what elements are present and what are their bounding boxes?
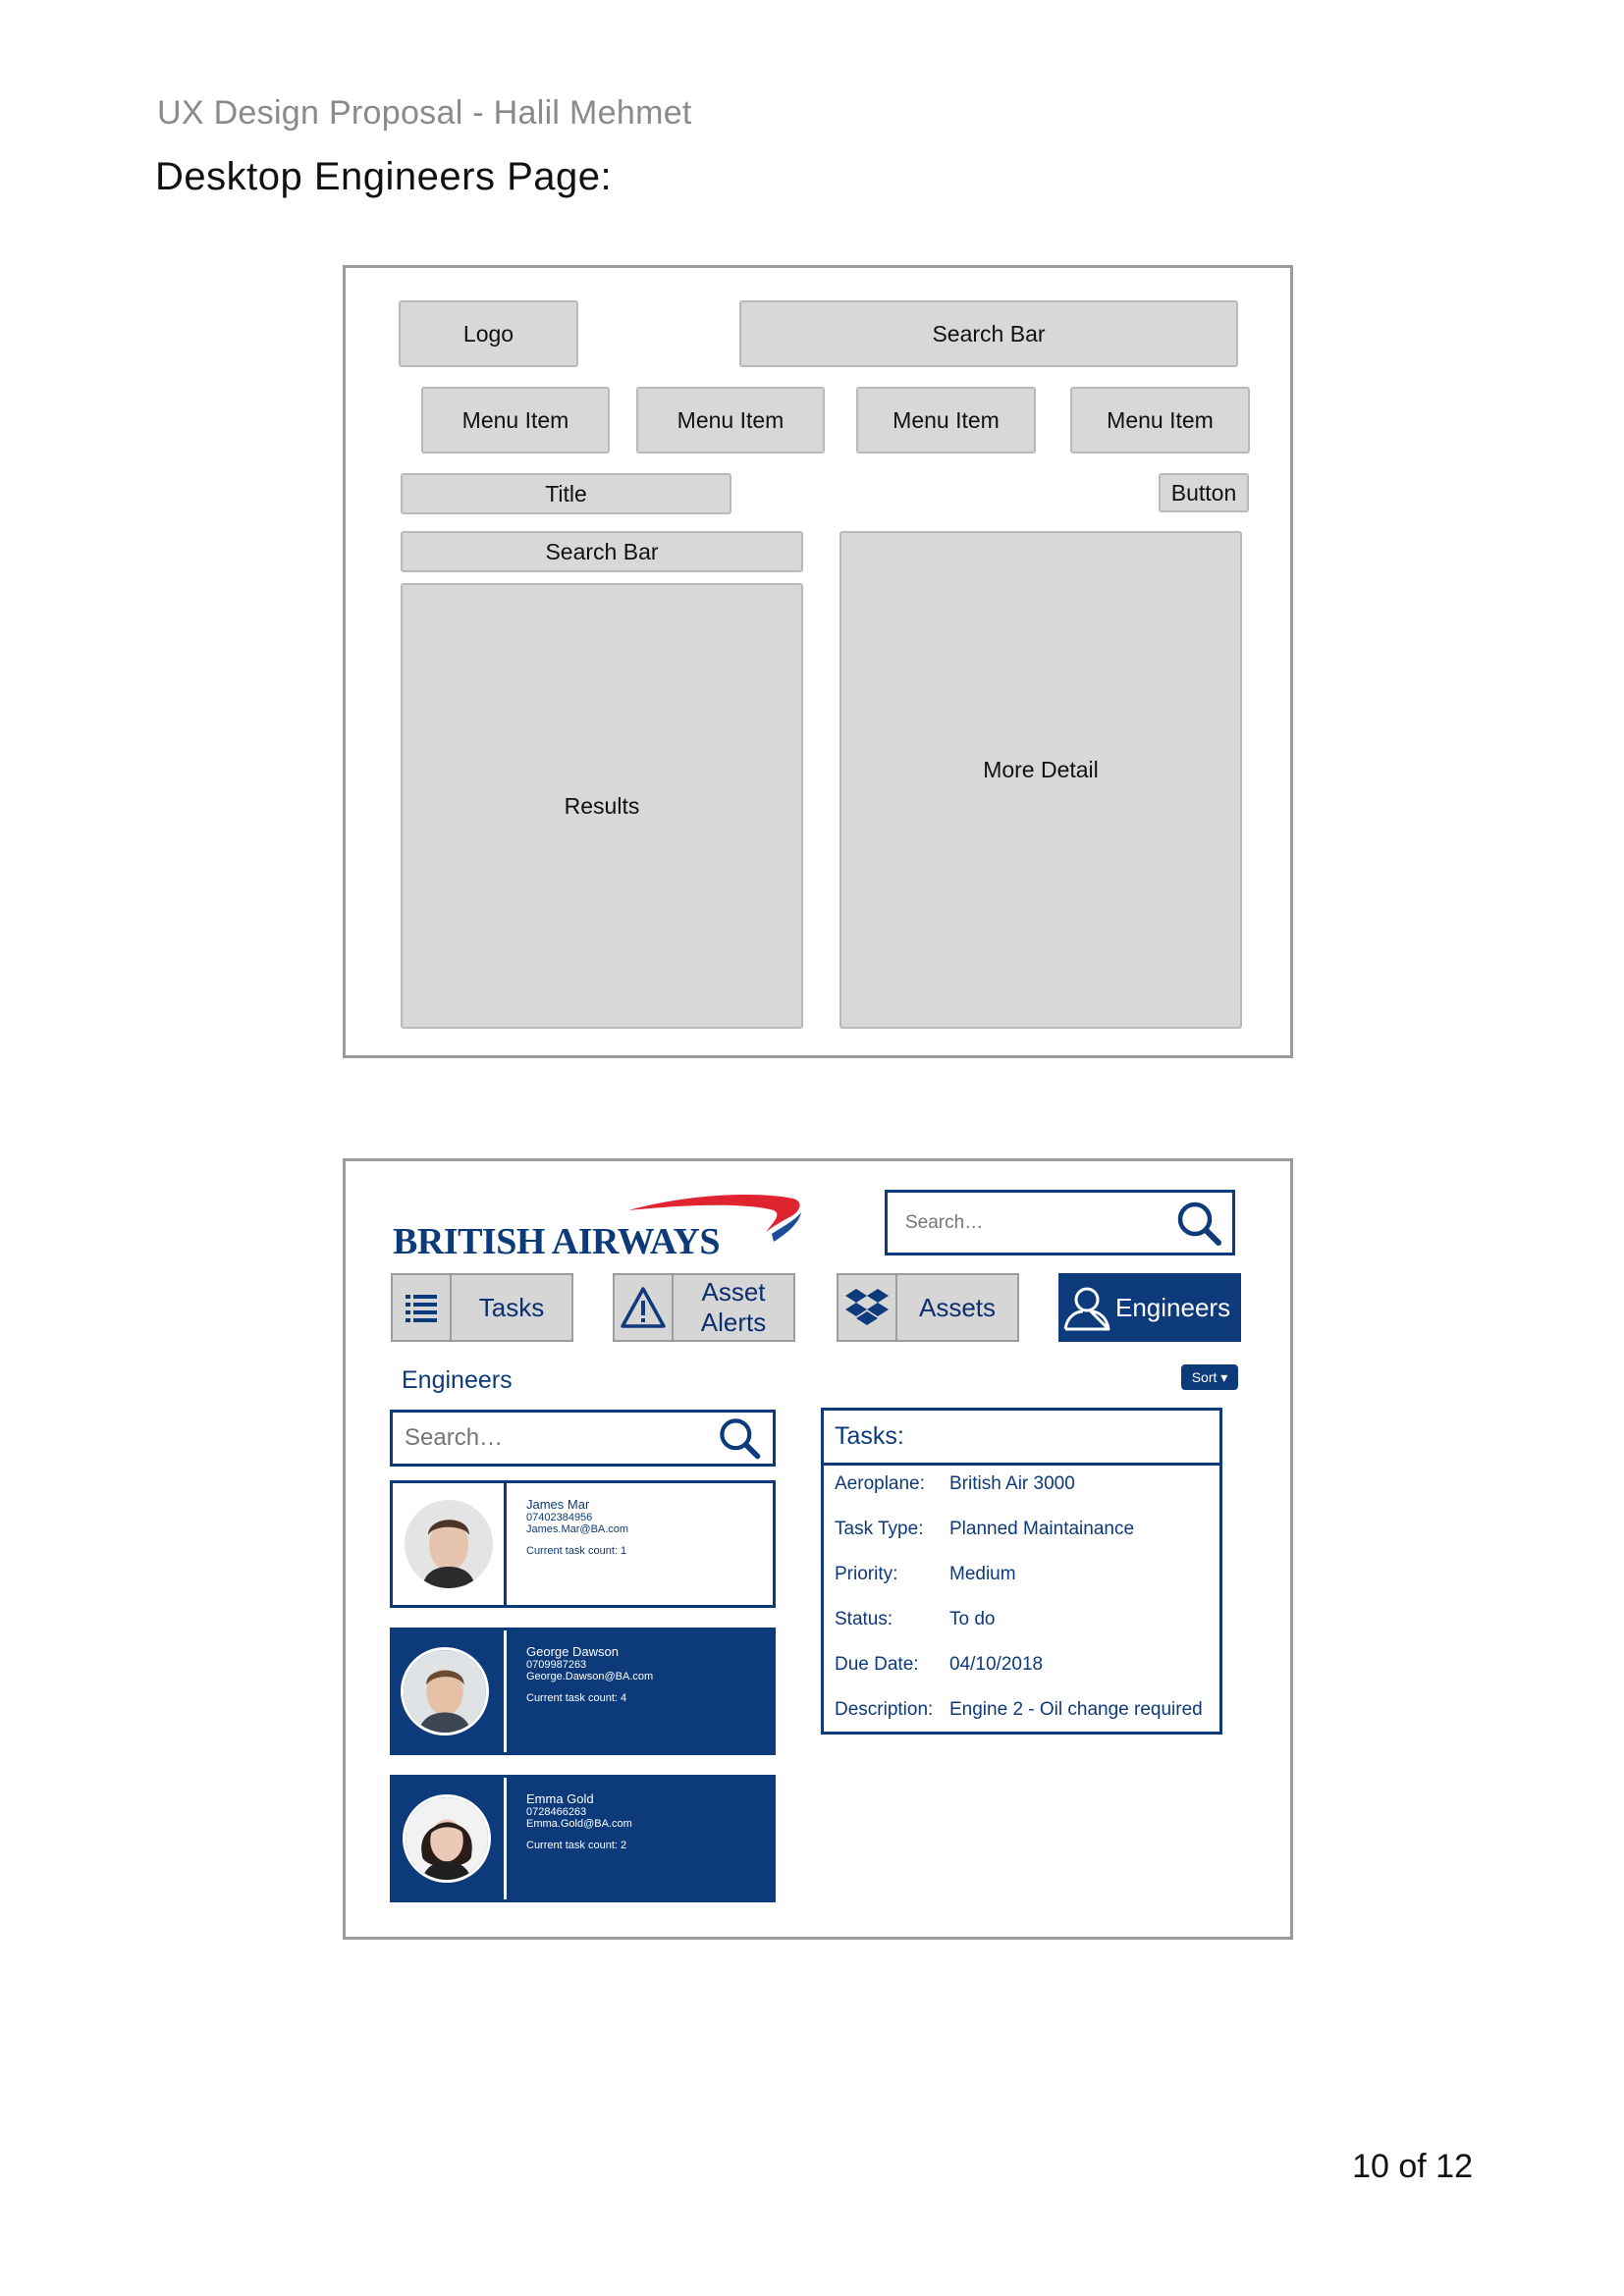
task-row-label: Task Type: (835, 1519, 924, 1539)
wireframe-results: Results (401, 583, 803, 1029)
mockup-frame (343, 1158, 1293, 1940)
page-number: 10 of 12 (1352, 2148, 1473, 2185)
task-row-value: To do (949, 1609, 996, 1629)
engineer-phone: 0709987263 (526, 1659, 587, 1671)
wireframe-frame (343, 265, 1293, 1058)
task-row (835, 1564, 1016, 1585)
document-subtitle: UX Design Proposal - Halil Mehmet (157, 94, 692, 132)
engineer-phone: 0728466263 (526, 1806, 587, 1818)
header-search-input[interactable] (888, 1211, 1171, 1235)
nav-tasks-label: Tasks (478, 1292, 545, 1322)
task-row-label: Description: (835, 1699, 934, 1720)
nav-tasks[interactable] (391, 1273, 573, 1342)
engineer-name: George Dawson (526, 1644, 619, 1659)
engineer-task-count: Current task count: 4 (526, 1692, 627, 1704)
warning-icon (619, 1285, 668, 1330)
task-row-label: Priority: (835, 1564, 898, 1584)
british-airways-logo (393, 1187, 805, 1261)
brand-name: BRITISH AIRWAYS (393, 1221, 720, 1262)
task-detail-panel (821, 1408, 1222, 1735)
task-row (835, 1473, 1075, 1495)
engineer-email: Emma.Gold@BA.com (526, 1818, 632, 1830)
wireframe-menu-item: Menu Item (856, 387, 1036, 454)
engineer-email: George.Dawson@BA.com (526, 1671, 654, 1682)
engineer-search-box[interactable] (390, 1410, 776, 1467)
engineer-task-count: Current task count: 2 (526, 1840, 627, 1851)
task-row-label: Due Date: (835, 1654, 919, 1675)
wireframe-menu-item: Menu Item (636, 387, 825, 454)
engineer-name: Emma Gold (526, 1791, 594, 1806)
engineer-card[interactable] (390, 1775, 776, 1902)
sort-button[interactable]: Sort ▾ (1181, 1364, 1238, 1390)
nav-assets-label: Assets (918, 1292, 997, 1322)
task-row-value: Planned Maintainance (949, 1519, 1135, 1539)
avatar (403, 1794, 491, 1883)
wireframe-menu-item: Menu Item (1070, 387, 1250, 454)
wireframe-logo: Logo (399, 300, 578, 367)
engineer-card[interactable] (390, 1480, 776, 1608)
wireframe-menu-item: Menu Item (421, 387, 610, 454)
engineer-card[interactable] (390, 1628, 776, 1755)
engineer-name: James Mar (526, 1497, 590, 1512)
task-row-value: British Air 3000 (949, 1473, 1075, 1494)
engineer-email: James.Mar@BA.com (526, 1523, 629, 1535)
search-icon[interactable] (1171, 1196, 1226, 1251)
avatar (405, 1500, 493, 1588)
task-row (835, 1609, 995, 1630)
wireframe-title: Title (401, 473, 731, 514)
wireframe-button: Button (1159, 473, 1249, 512)
wireframe-search-bar-top: Search Bar (739, 300, 1238, 367)
task-row-value: Medium (949, 1564, 1016, 1584)
list-icon (405, 1292, 438, 1323)
task-row-value: 04/10/2018 (949, 1654, 1044, 1675)
nav-engineers-label: Engineers (1115, 1292, 1231, 1322)
task-row (835, 1519, 1134, 1540)
avatar (401, 1647, 489, 1735)
task-row (835, 1699, 1203, 1721)
task-row-label: Status: (835, 1609, 893, 1629)
document-title: Desktop Engineers Page: (155, 155, 613, 198)
engineer-search-input[interactable] (393, 1423, 714, 1453)
engineer-phone: 07402384956 (526, 1512, 593, 1523)
section-title: Engineers (402, 1366, 513, 1394)
nav-asset-alerts[interactable] (613, 1273, 795, 1342)
wireframe-more-detail: More Detail (839, 531, 1242, 1029)
nav-assets[interactable] (837, 1273, 1019, 1342)
task-row-label: Aeroplane: (835, 1473, 925, 1494)
task-row (835, 1654, 1043, 1676)
dropbox-icon (844, 1285, 890, 1330)
header-search-box[interactable] (885, 1190, 1235, 1255)
nav-asset-alerts-label: Asset Alerts (700, 1277, 767, 1337)
task-panel-heading: Tasks: (824, 1411, 1219, 1466)
nav-engineers[interactable] (1058, 1273, 1241, 1342)
wireframe-search-bar: Search Bar (401, 531, 803, 572)
task-row-value: Engine 2 - Oil change required (949, 1699, 1203, 1720)
user-icon (1061, 1282, 1112, 1333)
search-icon[interactable] (714, 1413, 765, 1464)
engineer-task-count: Current task count: 1 (526, 1545, 627, 1557)
